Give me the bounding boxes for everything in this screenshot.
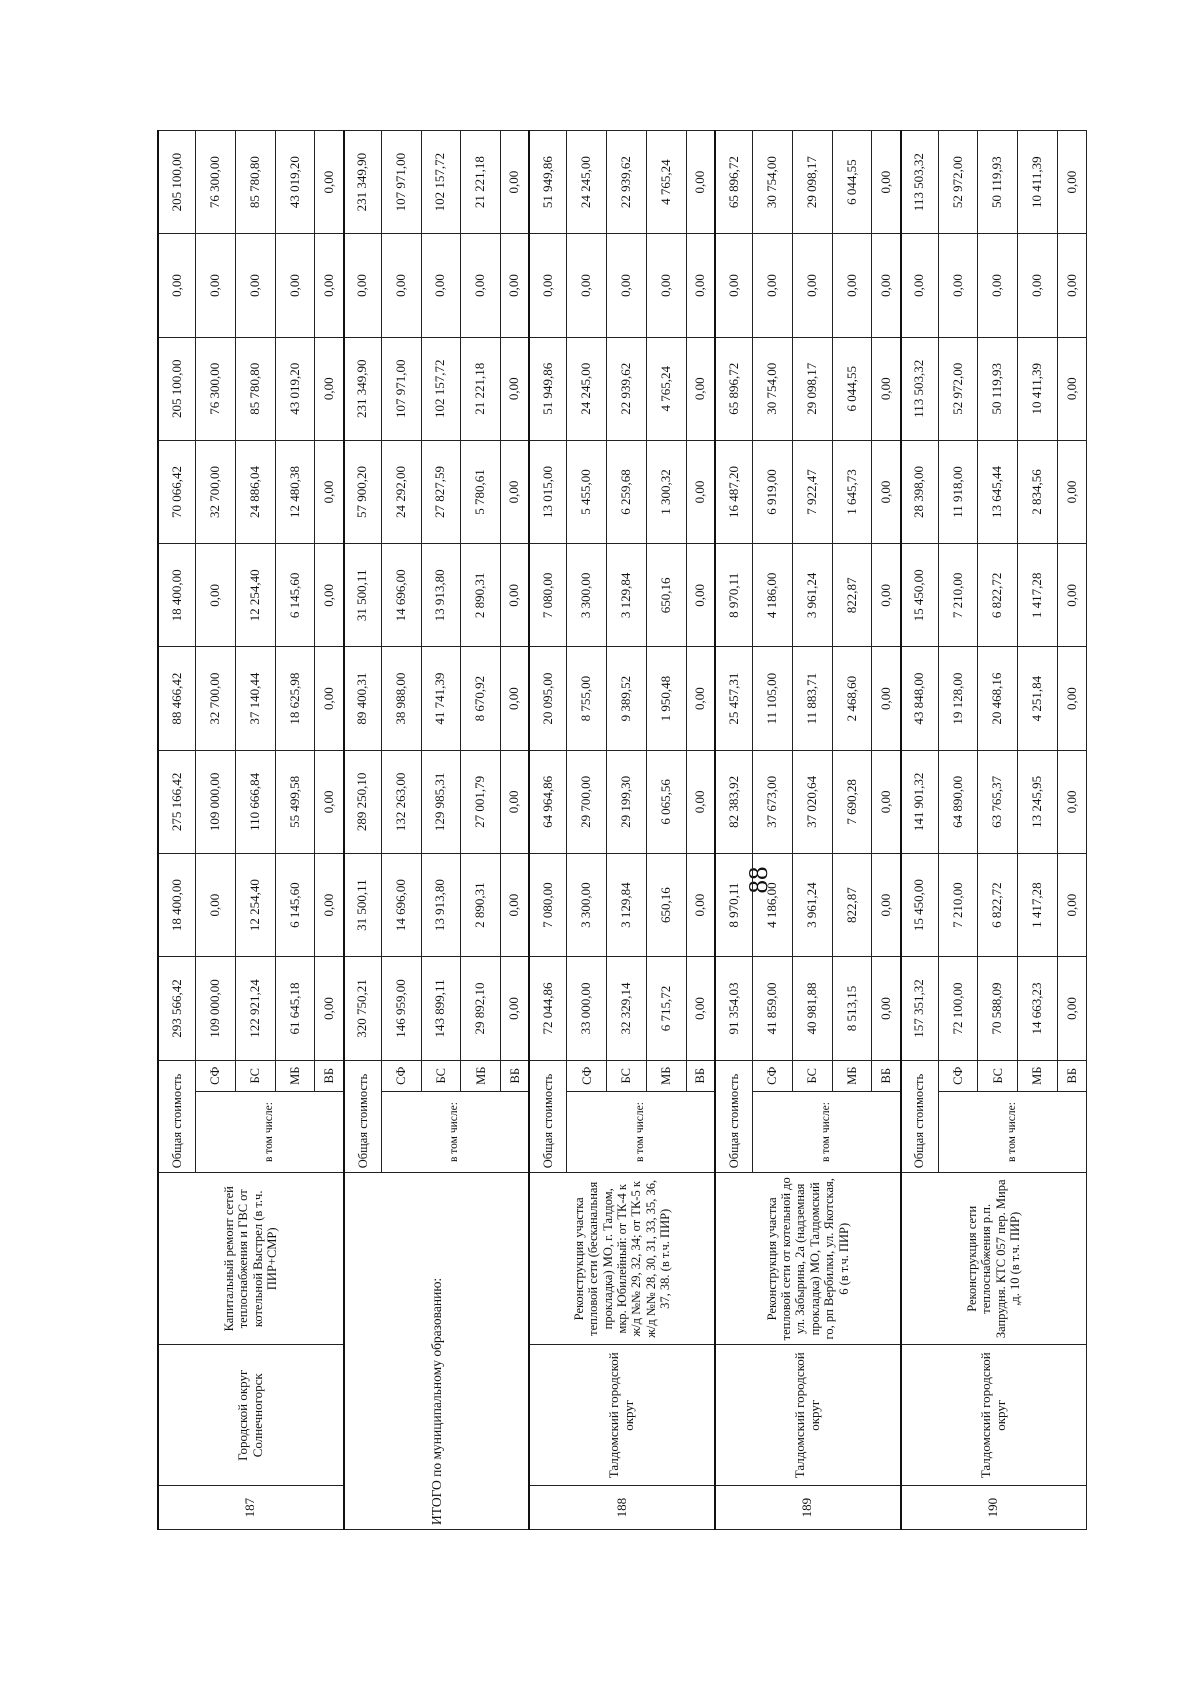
cell-value: 27 827,59 bbox=[421, 440, 461, 543]
cell-value: 7 210,00 bbox=[938, 544, 978, 647]
cell-value: 6 044,55 bbox=[832, 337, 872, 440]
cell-value: 0,00 bbox=[501, 440, 530, 543]
cell-value: 0,00 bbox=[978, 234, 1018, 337]
total-cost-label: Общая стоимость bbox=[715, 1060, 753, 1173]
total-value: 231 349,90 bbox=[344, 131, 382, 234]
total-value: 0,00 bbox=[715, 234, 753, 337]
total-value: 0,00 bbox=[529, 234, 567, 337]
cell-value: 13 913,80 bbox=[421, 544, 461, 647]
cell-value: 0,00 bbox=[567, 234, 607, 337]
total-value: 205 100,00 bbox=[158, 337, 196, 440]
cell-value: 0,00 bbox=[1058, 440, 1087, 543]
total-value: 65 896,72 bbox=[715, 131, 753, 234]
total-value: 64 964,86 bbox=[529, 750, 567, 853]
cell-value: 5 780,61 bbox=[461, 440, 501, 543]
cell-value: 822,87 bbox=[832, 544, 872, 647]
cell-value: 12 480,38 bbox=[275, 440, 315, 543]
funding-source: СФ bbox=[196, 1060, 236, 1091]
cell-value: 18 625,98 bbox=[275, 647, 315, 750]
cell-value: 0,00 bbox=[872, 854, 901, 957]
cell-value: 24 245,00 bbox=[567, 337, 607, 440]
total-value: 88 466,42 bbox=[158, 647, 196, 750]
cell-value: 41 859,00 bbox=[753, 957, 793, 1060]
cell-value: 0,00 bbox=[501, 337, 530, 440]
cell-value: 4 251,84 bbox=[1018, 647, 1058, 750]
total-value: 205 100,00 bbox=[158, 131, 196, 234]
cell-value: 37 020,64 bbox=[792, 750, 832, 853]
cell-value: 30 754,00 bbox=[753, 337, 793, 440]
funding-source: СФ bbox=[567, 1060, 607, 1091]
cell-value: 0,00 bbox=[1058, 647, 1087, 750]
table-row-total bbox=[158, 131, 196, 1530]
cell-value: 0,00 bbox=[1058, 854, 1087, 957]
total-value: 20 095,00 bbox=[529, 647, 567, 750]
cell-value: 0,00 bbox=[686, 131, 715, 234]
cell-value: 0,00 bbox=[381, 234, 421, 337]
total-value: 28 398,00 bbox=[901, 440, 939, 543]
cell-value: 14 696,00 bbox=[381, 854, 421, 957]
cell-value: 43 019,20 bbox=[275, 337, 315, 440]
cell-value: 33 000,00 bbox=[567, 957, 607, 1060]
cell-value: 0,00 bbox=[501, 131, 530, 234]
cell-value: 6 044,55 bbox=[832, 131, 872, 234]
including-label: в том числе: bbox=[196, 1091, 344, 1172]
cell-value: 29 700,00 bbox=[567, 750, 607, 853]
cell-value: 10 411,39 bbox=[1018, 131, 1058, 234]
cell-value: 0,00 bbox=[792, 234, 832, 337]
cell-value: 0,00 bbox=[872, 131, 901, 234]
total-value: 15 450,00 bbox=[901, 544, 939, 647]
total-value: 31 500,11 bbox=[344, 854, 382, 957]
total-cost-label: Общая стоимость bbox=[158, 1060, 196, 1173]
cell-value: 64 890,00 bbox=[938, 750, 978, 853]
row-index: 188 bbox=[529, 1486, 715, 1530]
cell-value: 2 890,31 bbox=[461, 854, 501, 957]
project-description: Реконструкция сети теплоснабжения р.п. Запрудня. КТС 057 пер. Мира ,д. 10 (в т.ч. ПИР) bbox=[901, 1173, 1087, 1345]
row-index: 187 bbox=[158, 1486, 344, 1530]
total-cost-label: Общая стоимость bbox=[529, 1060, 567, 1173]
funding-source: СФ bbox=[753, 1060, 793, 1091]
funding-source: ВБ bbox=[686, 1060, 715, 1091]
cell-value: 0,00 bbox=[196, 854, 236, 957]
funding-source: СФ bbox=[381, 1060, 421, 1091]
cell-value: 0,00 bbox=[315, 957, 344, 1060]
total-value: 51 949,86 bbox=[529, 337, 567, 440]
cell-value: 109 000,00 bbox=[196, 750, 236, 853]
total-value: 0,00 bbox=[344, 234, 382, 337]
cell-value: 0,00 bbox=[872, 647, 901, 750]
cell-value: 0,00 bbox=[315, 750, 344, 853]
cell-value: 21 221,18 bbox=[461, 131, 501, 234]
budget-table bbox=[157, 130, 1087, 1530]
cell-value: 650,16 bbox=[646, 544, 686, 647]
cell-value: 0,00 bbox=[686, 544, 715, 647]
total-value: 91 354,03 bbox=[715, 957, 753, 1060]
cell-value: 0,00 bbox=[196, 544, 236, 647]
cell-value: 85 780,80 bbox=[235, 131, 275, 234]
cell-value: 12 254,40 bbox=[235, 544, 275, 647]
total-value: 275 166,42 bbox=[158, 750, 196, 853]
funding-source: БС bbox=[978, 1060, 1018, 1091]
cell-value: 0,00 bbox=[686, 957, 715, 1060]
including-label: в том числе: bbox=[753, 1091, 901, 1172]
cell-value: 102 157,72 bbox=[421, 131, 461, 234]
including-label: в том числе: bbox=[938, 1091, 1086, 1172]
total-value: 65 896,72 bbox=[715, 337, 753, 440]
cell-value: 109 000,00 bbox=[196, 957, 236, 1060]
cell-value: 38 988,00 bbox=[381, 647, 421, 750]
cell-value: 22 939,62 bbox=[607, 131, 647, 234]
total-value: 8 970,11 bbox=[715, 544, 753, 647]
cell-value: 0,00 bbox=[872, 544, 901, 647]
cell-value: 85 780,80 bbox=[235, 337, 275, 440]
cell-value: 0,00 bbox=[832, 234, 872, 337]
cell-value: 76 300,00 bbox=[196, 131, 236, 234]
cell-value: 43 019,20 bbox=[275, 131, 315, 234]
cell-value: 12 254,40 bbox=[235, 854, 275, 957]
cell-value: 0,00 bbox=[315, 337, 344, 440]
municipality-name: Талдомский городской округ bbox=[715, 1345, 901, 1486]
cell-value: 3 300,00 bbox=[567, 854, 607, 957]
funding-source: БС bbox=[235, 1060, 275, 1091]
cell-value: 0,00 bbox=[315, 440, 344, 543]
total-value: 15 450,00 bbox=[901, 854, 939, 957]
cell-value: 146 959,00 bbox=[381, 957, 421, 1060]
cell-value: 61 645,18 bbox=[275, 957, 315, 1060]
cell-value: 55 499,58 bbox=[275, 750, 315, 853]
cell-value: 0,00 bbox=[315, 647, 344, 750]
cell-value: 0,00 bbox=[1058, 957, 1087, 1060]
total-value: 16 487,20 bbox=[715, 440, 753, 543]
row-index: 189 bbox=[715, 1486, 901, 1530]
total-value: 13 015,00 bbox=[529, 440, 567, 543]
cell-value: 29 098,17 bbox=[792, 131, 832, 234]
cell-value: 30 754,00 bbox=[753, 131, 793, 234]
cell-value: 0,00 bbox=[872, 234, 901, 337]
cell-value: 0,00 bbox=[196, 234, 236, 337]
total-value: 43 848,00 bbox=[901, 647, 939, 750]
cell-value: 27 001,79 bbox=[461, 750, 501, 853]
cell-value: 76 300,00 bbox=[196, 337, 236, 440]
cell-value: 7 690,28 bbox=[832, 750, 872, 853]
cell-value: 0,00 bbox=[461, 234, 501, 337]
cell-value: 29 098,17 bbox=[792, 337, 832, 440]
cell-value: 20 468,16 bbox=[978, 647, 1018, 750]
cell-value: 0,00 bbox=[686, 750, 715, 853]
cell-value: 8 670,92 bbox=[461, 647, 501, 750]
table-row-total bbox=[715, 131, 753, 1530]
cell-value: 1 950,48 bbox=[646, 647, 686, 750]
total-value: 72 044,86 bbox=[529, 957, 567, 1060]
cell-value: 6 145,60 bbox=[275, 544, 315, 647]
cell-value: 0,00 bbox=[872, 440, 901, 543]
cell-value: 37 140,44 bbox=[235, 647, 275, 750]
cell-value: 0,00 bbox=[501, 544, 530, 647]
cell-value: 110 666,84 bbox=[235, 750, 275, 853]
cell-value: 0,00 bbox=[315, 234, 344, 337]
cell-value: 3 961,24 bbox=[792, 854, 832, 957]
funding-source: МБ bbox=[646, 1060, 686, 1091]
cell-value: 0,00 bbox=[501, 647, 530, 750]
cell-value: 0,00 bbox=[421, 234, 461, 337]
cell-value: 4 186,00 bbox=[753, 544, 793, 647]
total-value: 89 400,31 bbox=[344, 647, 382, 750]
total-value: 293 566,42 bbox=[158, 957, 196, 1060]
cell-value: 0,00 bbox=[1058, 234, 1087, 337]
total-value: 8 970,11 bbox=[715, 854, 753, 957]
funding-source: МБ bbox=[832, 1060, 872, 1091]
cell-value: 70 588,09 bbox=[978, 957, 1018, 1060]
project-description: Реконструкция участка тепловой сети (бесканальная прокладка) МО, г. Талдом, мкр. Юбилейный: от ТК-4 к ж/д №№ 29, 32, 34; от ТК-5 к ж/д №№ 28, 30, 31, 33, 35, 36, 37, 38. (в т.ч. ПИР) bbox=[529, 1173, 715, 1345]
cell-value: 21 221,18 bbox=[461, 337, 501, 440]
project-description: Реконструкция участка тепловой сети от котельной до ул. Забырина, 2а (надземная прокладка) МО, Талдомский го, рп Вербилки, ул. Якотская, 6 (в т.ч. ПИР) bbox=[715, 1173, 901, 1345]
cell-value: 107 971,00 bbox=[381, 131, 421, 234]
municipality-name: Талдомский городской округ bbox=[901, 1345, 1087, 1486]
cell-value: 0,00 bbox=[1058, 131, 1087, 234]
cell-value: 32 700,00 bbox=[196, 440, 236, 543]
total-value: 157 351,32 bbox=[901, 957, 939, 1060]
total-value: 18 400,00 bbox=[158, 544, 196, 647]
cell-value: 3 129,84 bbox=[607, 544, 647, 647]
cell-value: 6 715,72 bbox=[646, 957, 686, 1060]
cell-value: 0,00 bbox=[686, 854, 715, 957]
total-value: 0,00 bbox=[901, 234, 939, 337]
cell-value: 0,00 bbox=[686, 337, 715, 440]
cell-value: 6 259,68 bbox=[607, 440, 647, 543]
cell-value: 0,00 bbox=[501, 957, 530, 1060]
cell-value: 29 892,10 bbox=[461, 957, 501, 1060]
cell-value: 1 417,28 bbox=[1018, 854, 1058, 957]
cell-value: 32 329,14 bbox=[607, 957, 647, 1060]
cell-value: 14 663,23 bbox=[1018, 957, 1058, 1060]
cell-value: 22 939,62 bbox=[607, 337, 647, 440]
cell-value: 13 245,95 bbox=[1018, 750, 1058, 853]
cell-value: 13 913,80 bbox=[421, 854, 461, 957]
cell-value: 129 985,31 bbox=[421, 750, 461, 853]
cell-value: 1 645,73 bbox=[832, 440, 872, 543]
cell-value: 63 765,37 bbox=[978, 750, 1018, 853]
total-value: 320 750,21 bbox=[344, 957, 382, 1060]
cell-value: 132 263,00 bbox=[381, 750, 421, 853]
cell-value: 0,00 bbox=[938, 234, 978, 337]
table-row-total bbox=[344, 131, 382, 1530]
funding-source: БС bbox=[421, 1060, 461, 1091]
cell-value: 650,16 bbox=[646, 854, 686, 957]
cell-value: 4 765,24 bbox=[646, 131, 686, 234]
row-index: 190 bbox=[901, 1486, 1087, 1530]
total-value: 7 080,00 bbox=[529, 544, 567, 647]
cell-value: 5 455,00 bbox=[567, 440, 607, 543]
cell-value: 10 411,39 bbox=[1018, 337, 1058, 440]
cell-value: 6 919,00 bbox=[753, 440, 793, 543]
cell-value: 50 119,93 bbox=[978, 131, 1018, 234]
cell-value: 3 129,84 bbox=[607, 854, 647, 957]
total-value: 141 901,32 bbox=[901, 750, 939, 853]
cell-value: 7 210,00 bbox=[938, 854, 978, 957]
total-value: 0,00 bbox=[158, 234, 196, 337]
funding-source: СФ bbox=[938, 1060, 978, 1091]
project-description: Капитальный ремонт сетей теплоснабжения и ГВС от котельной Выстрел (в т.ч. ПИР+СМР) bbox=[158, 1173, 344, 1345]
cell-value: 102 157,72 bbox=[421, 337, 461, 440]
funding-source: МБ bbox=[275, 1060, 315, 1091]
cell-value: 11 105,00 bbox=[753, 647, 793, 750]
cell-value: 3 961,24 bbox=[792, 544, 832, 647]
municipal-total-label: ИТОГО по муниципальному образованию: bbox=[344, 1173, 530, 1530]
cell-value: 1 417,28 bbox=[1018, 544, 1058, 647]
cell-value: 0,00 bbox=[686, 440, 715, 543]
cell-value: 0,00 bbox=[501, 750, 530, 853]
cell-value: 0,00 bbox=[686, 647, 715, 750]
cell-value: 9 389,52 bbox=[607, 647, 647, 750]
cell-value: 13 645,44 bbox=[978, 440, 1018, 543]
funding-source: ВБ bbox=[315, 1060, 344, 1091]
funding-source: МБ bbox=[1018, 1060, 1058, 1091]
cell-value: 6 145,60 bbox=[275, 854, 315, 957]
municipality-name: Городской округ Солнечногорск bbox=[158, 1345, 344, 1486]
cell-value: 0,00 bbox=[1018, 234, 1058, 337]
cell-value: 822,87 bbox=[832, 854, 872, 957]
including-label: в том числе: bbox=[381, 1091, 529, 1172]
cell-value: 0,00 bbox=[872, 337, 901, 440]
cell-value: 72 100,00 bbox=[938, 957, 978, 1060]
total-value: 25 457,31 bbox=[715, 647, 753, 750]
page-number: 88 bbox=[743, 866, 773, 894]
cell-value: 0,00 bbox=[607, 234, 647, 337]
total-cost-label: Общая стоимость bbox=[901, 1060, 939, 1173]
cell-value: 52 972,00 bbox=[938, 337, 978, 440]
cell-value: 1 300,32 bbox=[646, 440, 686, 543]
cell-value: 24 245,00 bbox=[567, 131, 607, 234]
cell-value: 40 981,88 bbox=[792, 957, 832, 1060]
cell-value: 0,00 bbox=[1058, 337, 1087, 440]
cell-value: 6 822,72 bbox=[978, 854, 1018, 957]
total-value: 113 503,32 bbox=[901, 337, 939, 440]
cell-value: 52 972,00 bbox=[938, 131, 978, 234]
budget-table-rotated bbox=[157, 130, 1087, 1530]
cell-value: 41 741,39 bbox=[421, 647, 461, 750]
total-cost-label: Общая стоимость bbox=[344, 1060, 382, 1173]
funding-source: МБ bbox=[461, 1060, 501, 1091]
cell-value: 4 765,24 bbox=[646, 337, 686, 440]
cell-value: 2 468,60 bbox=[832, 647, 872, 750]
cell-value: 0,00 bbox=[275, 234, 315, 337]
cell-value: 0,00 bbox=[646, 234, 686, 337]
cell-value: 0,00 bbox=[315, 131, 344, 234]
total-value: 18 400,00 bbox=[158, 854, 196, 957]
cell-value: 24 886,04 bbox=[235, 440, 275, 543]
cell-value: 14 696,00 bbox=[381, 544, 421, 647]
total-value: 289 250,10 bbox=[344, 750, 382, 853]
cell-value: 0,00 bbox=[235, 234, 275, 337]
cell-value: 143 899,11 bbox=[421, 957, 461, 1060]
total-value: 82 383,92 bbox=[715, 750, 753, 853]
cell-value: 122 921,24 bbox=[235, 957, 275, 1060]
cell-value: 8 755,00 bbox=[567, 647, 607, 750]
cell-value: 29 199,30 bbox=[607, 750, 647, 853]
cell-value: 0,00 bbox=[686, 234, 715, 337]
total-value: 7 080,00 bbox=[529, 854, 567, 957]
table-row-total bbox=[529, 131, 567, 1530]
total-value: 113 503,32 bbox=[901, 131, 939, 234]
including-label: в том числе: bbox=[567, 1091, 715, 1172]
cell-value: 107 971,00 bbox=[381, 337, 421, 440]
cell-value: 0,00 bbox=[315, 544, 344, 647]
cell-value: 6 822,72 bbox=[978, 544, 1018, 647]
cell-value: 19 128,00 bbox=[938, 647, 978, 750]
cell-value: 0,00 bbox=[501, 234, 530, 337]
cell-value: 7 922,47 bbox=[792, 440, 832, 543]
total-value: 70 066,42 bbox=[158, 440, 196, 543]
cell-value: 24 292,00 bbox=[381, 440, 421, 543]
cell-value: 50 119,93 bbox=[978, 337, 1018, 440]
total-value: 57 900,20 bbox=[344, 440, 382, 543]
funding-source: ВБ bbox=[1058, 1060, 1087, 1091]
cell-value: 0,00 bbox=[1058, 544, 1087, 647]
cell-value: 6 065,56 bbox=[646, 750, 686, 853]
cell-value: 0,00 bbox=[872, 957, 901, 1060]
cell-value: 0,00 bbox=[315, 854, 344, 957]
total-value: 231 349,90 bbox=[344, 337, 382, 440]
cell-value: 32 700,00 bbox=[196, 647, 236, 750]
cell-value: 11 883,71 bbox=[792, 647, 832, 750]
cell-value: 3 300,00 bbox=[567, 544, 607, 647]
cell-value: 37 673,00 bbox=[753, 750, 793, 853]
funding-source: БС bbox=[792, 1060, 832, 1091]
cell-value: 0,00 bbox=[753, 234, 793, 337]
table-row-total bbox=[901, 131, 939, 1530]
cell-value: 0,00 bbox=[1058, 750, 1087, 853]
total-value: 51 949,86 bbox=[529, 131, 567, 234]
municipality-name: Талдомский городской округ bbox=[529, 1345, 715, 1486]
cell-value: 2 834,56 bbox=[1018, 440, 1058, 543]
cell-value: 0,00 bbox=[872, 750, 901, 853]
cell-value: 2 890,31 bbox=[461, 544, 501, 647]
cell-value: 0,00 bbox=[501, 854, 530, 957]
funding-source: БС bbox=[607, 1060, 647, 1091]
funding-source: ВБ bbox=[872, 1060, 901, 1091]
cell-value: 8 513,15 bbox=[832, 957, 872, 1060]
total-value: 31 500,11 bbox=[344, 544, 382, 647]
cell-value: 4 186,00 bbox=[753, 854, 793, 957]
cell-value: 11 918,00 bbox=[938, 440, 978, 543]
funding-source: ВБ bbox=[501, 1060, 530, 1091]
